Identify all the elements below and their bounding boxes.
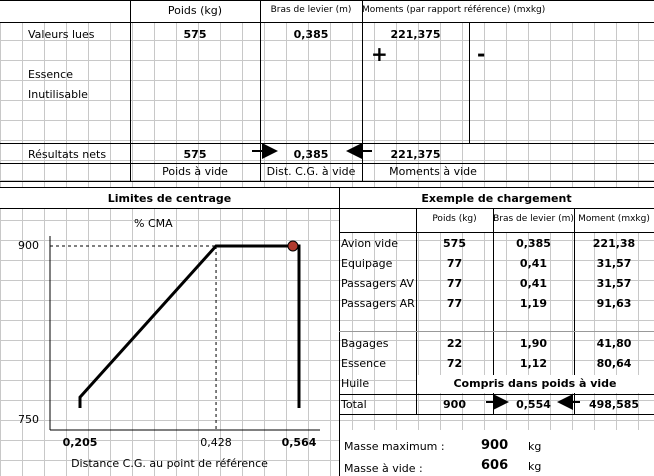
row-label-inutilisable: Inutilisable [28, 88, 88, 101]
total-label: Total [341, 398, 367, 411]
chart-y-tick-label: 750 [18, 413, 39, 426]
masse-max-label: Masse maximum : [344, 440, 445, 453]
valeurs-moment: 221,375 [390, 28, 441, 41]
header-moments: Moments (par rapport référence) (mxkg) [362, 5, 546, 15]
loading-row-label: Passagers AR [341, 297, 415, 310]
loading-row-moment: 91,63 [596, 297, 632, 310]
total-poids: 900 [443, 398, 466, 411]
loading-row-poids: 22 [446, 337, 463, 350]
loading-row-moment: 221,38 [592, 237, 636, 250]
plus-sign: + [371, 42, 388, 66]
resultats-moment: 221,375 [390, 148, 441, 161]
masse-max-value: 900 [481, 438, 509, 453]
loading-row-moment: 41,80 [596, 337, 632, 350]
resultats-poids: 575 [183, 148, 207, 161]
loading-header-moment: Moment (mxkg) [578, 214, 650, 224]
header-bras: Bras de levier (m) [270, 5, 352, 15]
loading-row-bras: 0,41 [519, 277, 548, 290]
loading-row-label: Essence [341, 357, 386, 370]
chart-x-tick-label: 0,428 [200, 436, 232, 449]
caption-poids-a-vide: Poids à vide [162, 165, 228, 178]
row-label-valeurs-lues: Valeurs lues [28, 28, 95, 41]
loading-row-poids: 77 [446, 297, 463, 310]
caption-dist-cg: Dist. C.G. à vide [266, 165, 356, 178]
loading-header-bras: Bras de levier (m) [493, 214, 574, 224]
loading-row-label: Passagers AV [341, 277, 414, 290]
loading-row-bras: 1,19 [519, 297, 548, 310]
valeurs-poids: 575 [183, 28, 207, 41]
loading-row-bras: 1,90 [519, 337, 548, 350]
masse-vide-label: Masse à vide : [344, 462, 423, 475]
row-label-essence: Essence [28, 68, 73, 81]
loading-row-poids: 72 [446, 357, 463, 370]
header-poids: Poids (kg) [167, 4, 223, 17]
loading-row-label: Equipage [341, 257, 393, 270]
loading-row-bras: 0,41 [519, 257, 548, 270]
row-label-resultats-nets: Résultats nets [28, 148, 107, 161]
chart-x-tick-label: 0,205 [62, 436, 98, 449]
loading-row-moment: 80,64 [596, 357, 632, 370]
masse-max-unit: kg [528, 440, 542, 453]
resultats-bras: 0,385 [293, 148, 329, 161]
chart-y-tick-label: 900 [18, 239, 39, 252]
loading-row-label: Avion vide [341, 237, 398, 250]
minus-sign: - [477, 42, 486, 66]
loading-row-poids: 77 [446, 257, 463, 270]
valeurs-bras: 0,385 [293, 28, 329, 41]
total-bras: 0,554 [516, 398, 551, 411]
chart-x-tick-label: 0,564 [281, 436, 317, 449]
loading-row-poids: 575 [443, 237, 466, 250]
loading-header-poids: Poids (kg) [432, 214, 477, 224]
loading-row-moment: 31,57 [596, 277, 632, 290]
loading-row-poids: 77 [446, 277, 463, 290]
caption-moments-a-vide: Moments à vide [389, 165, 477, 178]
loading-row-bras: 0,385 [516, 237, 551, 250]
masse-vide-value: 606 [481, 458, 509, 473]
loading-row-bras: 1,12 [519, 357, 548, 370]
loading-title: Exemple de chargement [421, 192, 572, 205]
loading-row-label: Bagages [341, 337, 389, 350]
total-moment: 498,585 [588, 398, 640, 411]
huile-label: Huile [341, 377, 370, 390]
chart-x-axis-label: Distance C.G. au point de référence [71, 457, 268, 470]
masse-vide-unit: kg [528, 460, 542, 473]
limits-title: Limites de centrage [107, 192, 232, 205]
chart-cma-label: % CMA [134, 217, 173, 230]
loading-row-moment: 31,57 [596, 257, 632, 270]
huile-note: Compris dans poids à vide [453, 377, 617, 390]
